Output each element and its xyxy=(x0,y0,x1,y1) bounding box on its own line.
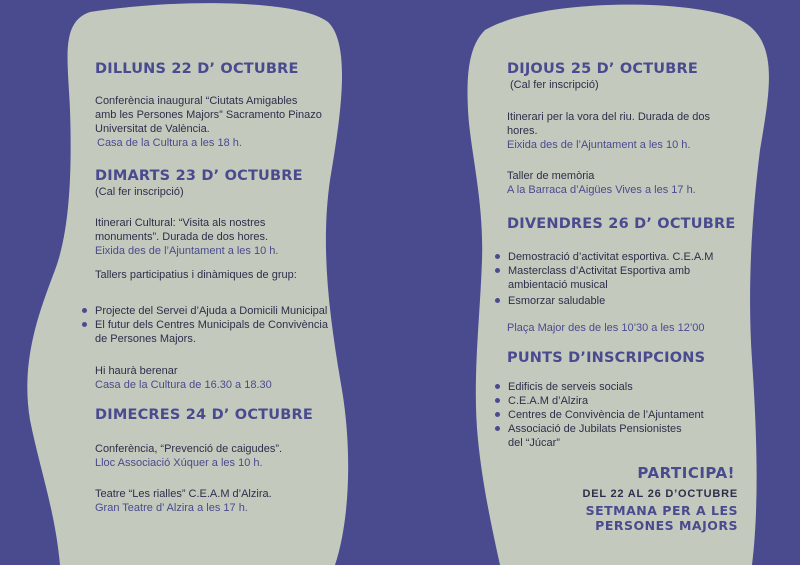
list-item: El futur dels Centres Municipals de Convivència xyxy=(81,318,351,332)
dimarts-note: (Cal fer inscripció) xyxy=(95,186,184,198)
divendres-continuation: ambientació musical xyxy=(508,279,608,291)
participa-heading: PARTICIPA! xyxy=(637,464,735,482)
dimecres-line-1: Conferència, “Prevenció de caigudes”. xyxy=(95,443,283,455)
list-item: Edificis de serveis socials xyxy=(494,380,754,394)
dilluns-text xyxy=(95,94,335,150)
punts-continuation: del “Júcar” xyxy=(508,437,560,449)
dijous-place-2: A la Barraca d’Aigües Vives a les 17 h. xyxy=(507,184,696,196)
dijous-taller xyxy=(507,169,752,197)
dimarts-title: DIMARTS 23 D’ OCTUBRE xyxy=(95,168,303,184)
setmana-line-1: SETMANA PER A LES xyxy=(585,503,738,518)
dilluns-title: DILLUNS 22 D’ OCTUBRE xyxy=(95,61,299,77)
berenar-text xyxy=(95,364,272,392)
dijous-line-2: hores. xyxy=(507,125,538,137)
tallers-list xyxy=(81,304,351,332)
left-panel-shape xyxy=(27,3,348,565)
punts-list xyxy=(494,380,754,436)
list-item: C.E.A.M d’Alzira xyxy=(494,394,754,408)
divendres-title: DIVENDRES 26 D’ OCTUBRE xyxy=(507,216,736,232)
list-item: Esmorzar saludable xyxy=(494,294,754,308)
dijous-text xyxy=(507,110,752,152)
dimecres-teatre xyxy=(95,487,335,515)
dijous-line-3: Taller de memòria xyxy=(507,170,595,182)
punts-title: PUNTS D’INSCRIPCIONS xyxy=(507,350,706,366)
list-item: Demostració d’activitat esportiva. C.E.A.M xyxy=(494,250,754,264)
dimarts-line-2: monuments”. Durada de dos hores. xyxy=(95,231,269,243)
setmana-title xyxy=(586,503,738,533)
list-item: Projecte del Servei d’Ajuda a Domicili Municipal xyxy=(81,304,351,318)
divendres-list-2 xyxy=(494,294,754,308)
dimecres-text xyxy=(95,442,335,470)
dijous-line-1: Itinerari per la vora del riu. Durada de dos xyxy=(507,111,710,123)
list-item: Centres de Convivència de l’Ajuntament xyxy=(494,408,754,422)
divendres-place: Plaça Major des de les 10’30 a les 12’00 xyxy=(507,322,705,334)
tallers-text: Tallers participatius i dinàmiques de grup: xyxy=(95,269,297,281)
divendres-list xyxy=(494,250,754,278)
setmana-line-2: PERSONES MAJORS xyxy=(595,518,738,533)
list-item: Masterclass d’Activitat Esportiva amb xyxy=(494,264,754,278)
dimarts-place: Eixida des de l’Ajuntament a les 10 h. xyxy=(95,245,279,257)
dilluns-line-1: Conferència inaugural “Ciutats Amigables xyxy=(95,95,298,107)
dilluns-line-3: Universitat de València. xyxy=(95,123,210,135)
dimecres-line-2: Teatre “Les rialles” C.E.A.M d’Alzira. xyxy=(95,488,272,500)
dimarts-text xyxy=(95,216,335,258)
dijous-title: DIJOUS 25 D’ OCTUBRE xyxy=(507,61,698,77)
dimecres-title: DIMECRES 24 D’ OCTUBRE xyxy=(95,407,313,423)
list-item: Associació de Jubilats Pensionistes xyxy=(494,422,754,436)
tallers-continuation: de Persones Majors. xyxy=(95,333,196,345)
berenar-label: Hi haurà berenar xyxy=(95,365,178,377)
berenar-place: Casa de la Cultura de 16.30 a 18.30 xyxy=(95,379,272,391)
dijous-note: (Cal fer inscripció) xyxy=(510,79,599,91)
dimecres-place-2: Gran Teatre d’ Alzira a les 17 h. xyxy=(95,502,248,514)
dijous-place-1: Eixida des de l’Ajuntament a les 10 h. xyxy=(507,139,691,151)
dilluns-line-2: amb les Persones Majors” Sacramento Pinazo xyxy=(95,109,322,121)
event-dates: DEL 22 AL 26 D’OCTUBRE xyxy=(582,488,738,500)
dimarts-line-1: Itinerari Cultural: “Visita als nostres xyxy=(95,217,266,229)
dilluns-place: Casa de la Cultura a les 18 h. xyxy=(97,137,242,149)
dimecres-place-1: Lloc Associació Xúquer a les 10 h. xyxy=(95,457,263,469)
